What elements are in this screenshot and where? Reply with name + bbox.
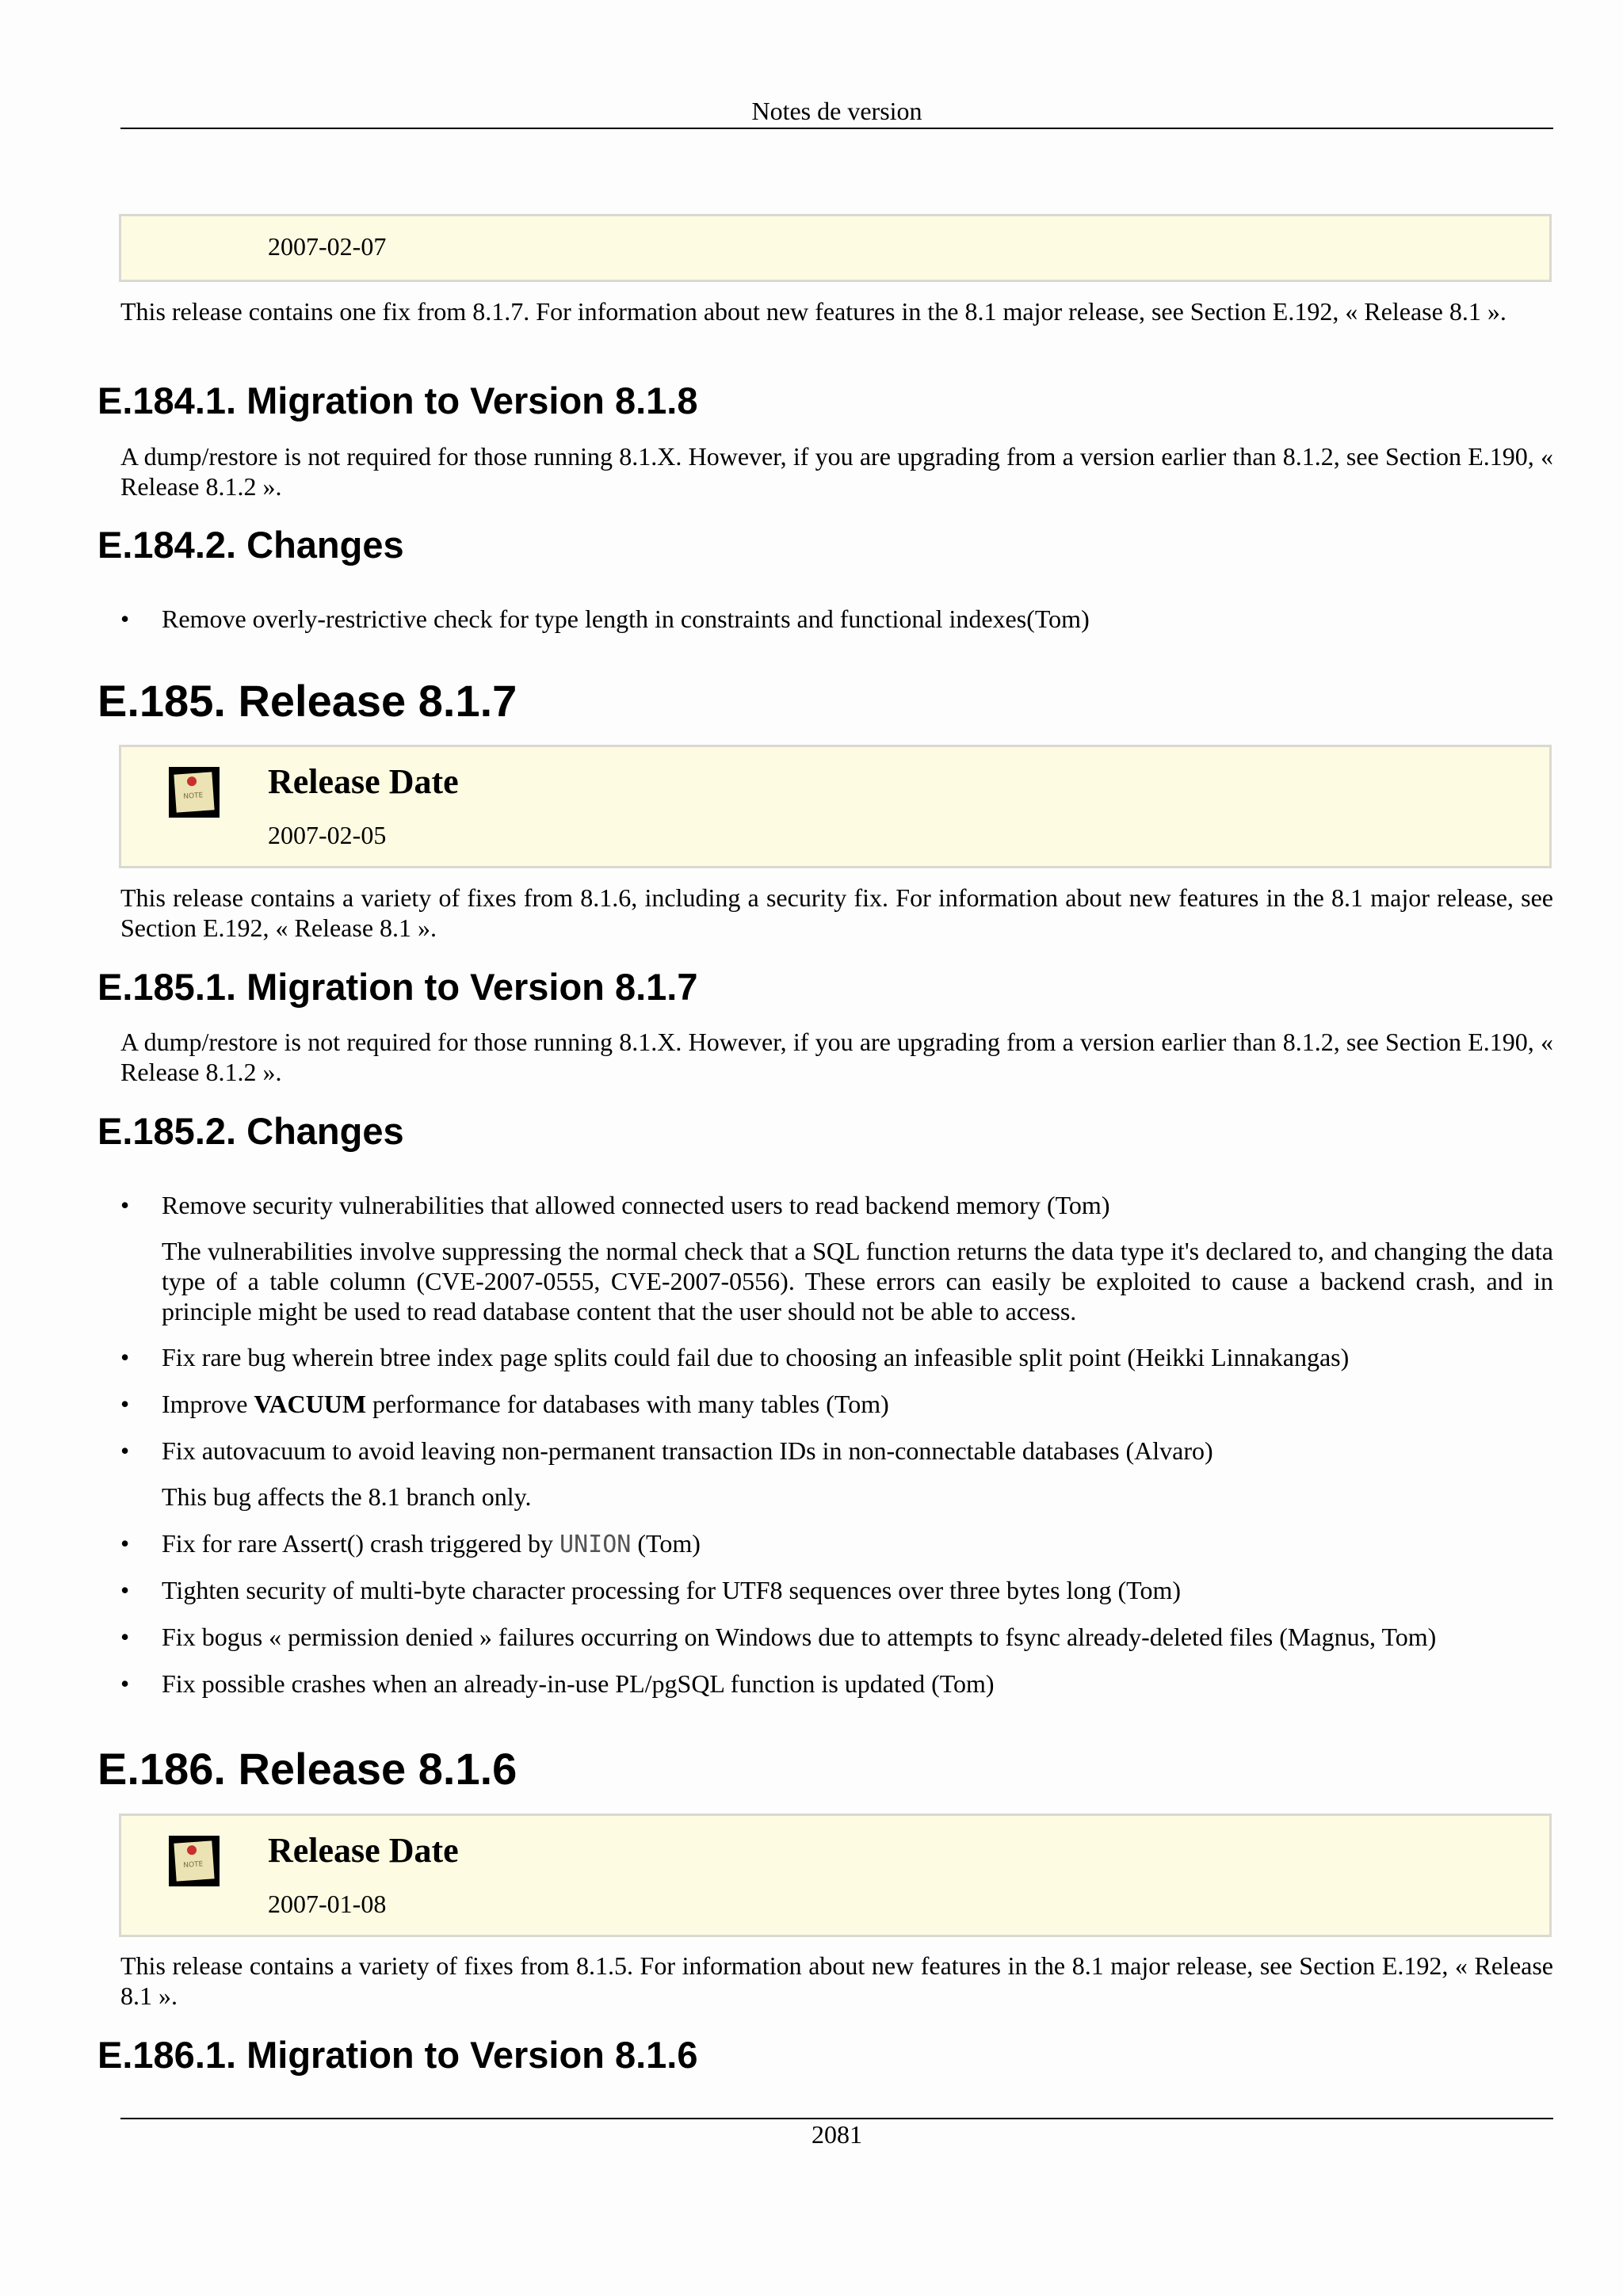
- change-817-1-detail: The vulnerabilities involve suppressing the normal check that a SQL function returns the data type it's declared to, and changing the data type of a table column (CVE-2007-0555, CVE-2007-0556). These errors can easily be exploited to cause a backend crash, and in principle might be used to read database content that the user should not be able to access.: [162, 1237, 1553, 1325]
- bullet-icon: •: [120, 605, 130, 633]
- bullet-icon: •: [120, 1529, 130, 1558]
- bullet-icon: •: [120, 1623, 130, 1651]
- heading-changes-818: E.184.2. Changes: [97, 524, 404, 566]
- heading-changes-817: E.185.2. Changes: [97, 1110, 404, 1152]
- release-818-intro: This release contains one fix from 8.1.7. For information about new features in the 8.1 major release, see Section E.192, « Release 8.1 ».: [120, 297, 1507, 326]
- release-date-note-818: [119, 214, 1552, 282]
- note-icon: NOTE: [169, 1836, 220, 1886]
- migration-818-text: A dump/restore is not required for those running 8.1.X. However, if you are upgrading from a version earlier than 8.1.2, see Section E.190, « Release 8.1.2 ».: [120, 442, 1553, 501]
- heading-migration-816: E.186.1. Migration to Version 8.1.6: [97, 2034, 698, 2076]
- heading-release-816: E.186. Release 8.1.6: [97, 1744, 517, 1794]
- page-number: 2081: [812, 2120, 862, 2149]
- bullet-icon: •: [120, 1576, 130, 1604]
- change-817-4-detail: This bug affects the 8.1 branch only.: [162, 1482, 532, 1511]
- change-818-1: Remove overly-restrictive check for type length in constraints and functional indexes(Tom): [162, 605, 1090, 633]
- bullet-icon: •: [120, 1669, 130, 1698]
- release-date-818: 2007-02-07: [268, 232, 387, 261]
- header-rule: [120, 128, 1553, 129]
- release-date-817: 2007-02-05: [268, 821, 387, 849]
- union-code: UNION: [559, 1531, 632, 1558]
- change-817-4: Fix autovacuum to avoid leaving non-permanent transaction IDs in non-connectable databases (Alvaro): [162, 1436, 1213, 1465]
- release-date-title-816: Release Date: [268, 1831, 459, 1870]
- bullet-icon: •: [120, 1436, 130, 1465]
- bullet-icon: •: [120, 1390, 130, 1418]
- heading-migration-818: E.184.1. Migration to Version 8.1.8: [97, 379, 698, 421]
- note-icon: NOTE: [169, 767, 220, 818]
- release-date-title-817: Release Date: [268, 762, 459, 801]
- change-817-1: Remove security vulnerabilities that allowed connected users to read backend memory (Tom): [162, 1191, 1110, 1219]
- release-date-note-817: [119, 745, 1552, 868]
- migration-817-text: A dump/restore is not required for those running 8.1.X. However, if you are upgrading from a version earlier than 8.1.2, see Section E.190, « Release 8.1.2 ».: [120, 1028, 1553, 1086]
- bullet-icon: •: [120, 1191, 130, 1219]
- release-816-intro: This release contains a variety of fixes from 8.1.5. For information about new features in the 8.1 major release, see Section E.192, « Release 8.1 ».: [120, 1951, 1553, 2010]
- change-817-5: Fix for rare Assert() crash triggered by UNION (Tom): [162, 1529, 701, 1558]
- heading-release-817: E.185. Release 8.1.7: [97, 676, 517, 726]
- vacuum-keyword: VACUUM: [254, 1390, 367, 1418]
- release-817-intro: This release contains a variety of fixes from 8.1.6, including a security fix. For information about new features in the 8.1 major release, see Section E.192, « Release 8.1 ».: [120, 883, 1553, 942]
- release-date-note-816: [119, 1814, 1552, 1937]
- heading-migration-817: E.185.1. Migration to Version 8.1.7: [97, 966, 698, 1008]
- bullet-icon: •: [120, 1343, 130, 1371]
- change-817-6: Tighten security of multi-byte character processing for UTF8 sequences over three bytes long (Tom): [162, 1576, 1181, 1604]
- change-817-8: Fix possible crashes when an already-in-use PL/pgSQL function is updated (Tom): [162, 1669, 995, 1698]
- release-date-816: 2007-01-08: [268, 1890, 387, 1918]
- change-817-2: Fix rare bug wherein btree index page splits could fail due to choosing an infeasible split point (Heikki Linnakangas): [162, 1343, 1350, 1371]
- change-817-7: Fix bogus « permission denied » failures occurring on Windows due to attempts to fsync already-deleted files (Magnus, Tom): [162, 1623, 1437, 1651]
- page-header: Notes de version: [751, 97, 922, 125]
- change-817-3: Improve VACUUM performance for databases with many tables (Tom): [162, 1390, 889, 1418]
